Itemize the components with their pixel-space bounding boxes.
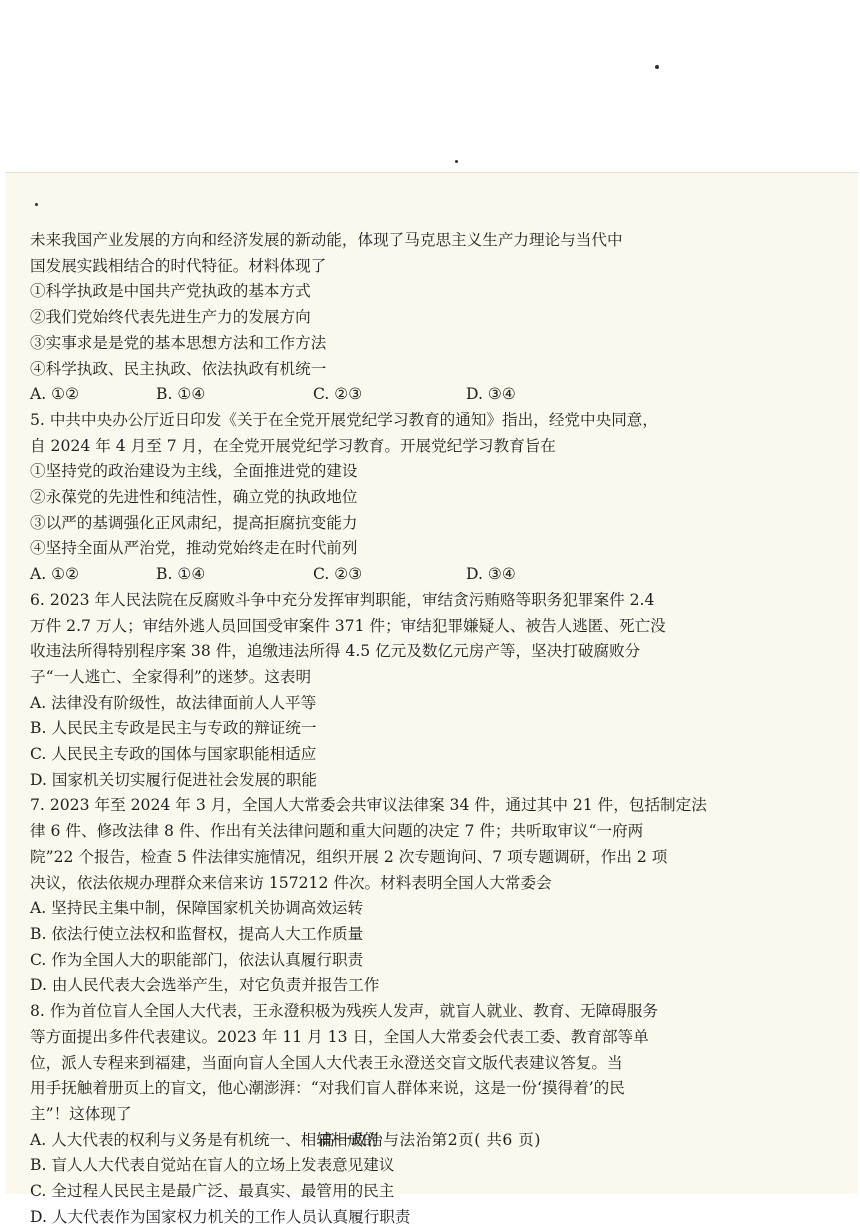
- stem-line: 未来我国产业发展的方向和经济发展的新动能，体现了马克思主义生产力理论与当代中: [30, 231, 623, 249]
- scan-speck: [35, 203, 38, 206]
- choice-a: A. 人大代表的权利与义务是有机统一、相辅相成的: [30, 1130, 379, 1149]
- scan-speck: [655, 65, 659, 69]
- option-c: C. ②③: [313, 385, 363, 404]
- answer-options: [30, 382, 835, 408]
- exam-content: [30, 228, 835, 1230]
- choice-d: D. 人大代表作为国家权力机关的工作人员认真履行职责: [30, 1207, 411, 1226]
- statement-item: ②我们党始终代表先进生产力的发展方向: [30, 308, 311, 327]
- stem-line: 5. 中共中央办公厅近日印发《关于在全党开展党纪学习教育的通知》指出，经党中央同意，: [30, 410, 658, 429]
- statement-item: ④坚持全面从严治党，推动党始终走在时代前列: [30, 539, 358, 558]
- choice-c: C. 人民民主专政的国体与国家职能相适应: [30, 745, 317, 764]
- stem-line: 自 2024 年 4 月至 7 月，在全党开展党纪学习教育。开展党纪学习教育旨在: [30, 436, 556, 455]
- stem-line: 主”！这体现了: [30, 1104, 132, 1123]
- choice-d: D. 由人民代表大会选举产生，对它负责并报告工作: [30, 976, 380, 995]
- stem-line: 子“一人逃亡、全家得利”的迷梦。这表明: [30, 667, 312, 686]
- scan-margin-top: [0, 0, 860, 172]
- option-b: B. ①④: [156, 385, 206, 404]
- option-a: A. ①②: [30, 565, 80, 584]
- choice-c: C. 全过程人民民主是最广泛、最真实、最管用的民主: [30, 1182, 395, 1201]
- option-d: D. ③④: [466, 565, 516, 584]
- option-d: D. ③④: [466, 385, 516, 404]
- statement-item: ③实事求是是党的基本思想方法和工作方法: [30, 333, 327, 352]
- option-c: C. ②③: [313, 565, 363, 584]
- stem-line: 等方面提出多件代表建议。2023 年 11 月 13 日，全国人大常委会代表工委、教育部等单: [30, 1027, 649, 1046]
- question-continued: [30, 228, 835, 408]
- stem-line: 7. 2023 年至 2024 年 3 月，全国人大常委会共审议法律案 34 件，通过其中 21 件，包括制定法: [30, 796, 707, 815]
- choice-b: B. 依法行使立法权和监督权，提高人大工作质量: [30, 924, 364, 943]
- stem-line: 律 6 件、修改法律 8 件、作出有关法律问题和重大问题的决定 7 件；共听取审议“一府两: [30, 822, 644, 841]
- stem-line: 万件 2.7 万人；审结外逃人员回国受审案件 371 件；审结犯罪嫌疑人、被告人逃匿、死亡没: [30, 616, 666, 635]
- choice-d: D. 国家机关切实履行促进社会发展的职能: [30, 770, 317, 789]
- stem-line: 8. 作为首位盲人全国人大代表，王永澄积极为残疾人发声，就盲人就业、教育、无障碍服务: [30, 1002, 658, 1021]
- stem-line: 6. 2023 年人民法院在反腐败斗争中充分发挥审判职能，审结贪污贿赂等职务犯罪案件 2.4: [30, 590, 655, 609]
- page-footer: 高一政治与法治第2页( 共6 页): [319, 1131, 541, 1149]
- choice-b: B. 人民民主专政是民主与专政的辩证统一: [30, 719, 317, 738]
- choice-b: B. 盲人人大代表自觉站在盲人的立场上发表意见建议: [30, 1156, 395, 1175]
- question-5: [30, 408, 835, 588]
- choice-c: C. 作为全国人大的职能部门，依法认真履行职责: [30, 950, 364, 969]
- stem-line: 用手抚触着册页上的盲文，他心潮澎湃：“对我们盲人群体来说，这是一份‘摸得着’的民: [30, 1079, 625, 1098]
- question-8: [30, 999, 835, 1230]
- stem-line: 国发展实践相结合的时代特征。材料体现了: [30, 256, 327, 275]
- statement-item: ④科学执政、民主执政、依法执政有机统一: [30, 359, 327, 378]
- statement-item: ①科学执政是中国共产党执政的基本方式: [30, 282, 311, 301]
- statement-item: ②永葆党的先进性和纯洁性，确立党的执政地位: [30, 488, 358, 507]
- scan-speck: [455, 160, 458, 163]
- statement-item: ①坚持党的政治建设为主线，全面推进党的建设: [30, 462, 358, 481]
- stem-line: 收违法所得特别程序案 38 件，追缴违法所得 4.5 亿元及数亿元房产等，坚决打破腐败分: [30, 642, 641, 661]
- option-a: A. ①②: [30, 385, 80, 404]
- question-7: [30, 793, 835, 999]
- option-b: B. ①④: [156, 565, 206, 584]
- choice-a: A. 坚持民主集中制，保障国家机关协调高效运转: [30, 899, 364, 918]
- stem-line: 决议，依法依规办理群众来信来访 157212 件次。材料表明全国人大常委会: [30, 873, 552, 892]
- stem-line: 院”22 个报告，检查 5 件法律实施情况，组织开展 2 次专题询问、7 项专题调研，作出 2 项: [30, 847, 668, 866]
- answer-options: [30, 562, 835, 588]
- choice-a: A. 法律没有阶级性，故法律面前人人平等: [30, 693, 317, 712]
- stem-line: 位，派人专程来到福建，当面向盲人全国人大代表王永澄送交盲文版代表建议答复。当: [30, 1053, 623, 1072]
- statement-item: ③以严的基调强化正风肃纪，提高拒腐抗变能力: [30, 513, 358, 532]
- question-6: [30, 588, 835, 794]
